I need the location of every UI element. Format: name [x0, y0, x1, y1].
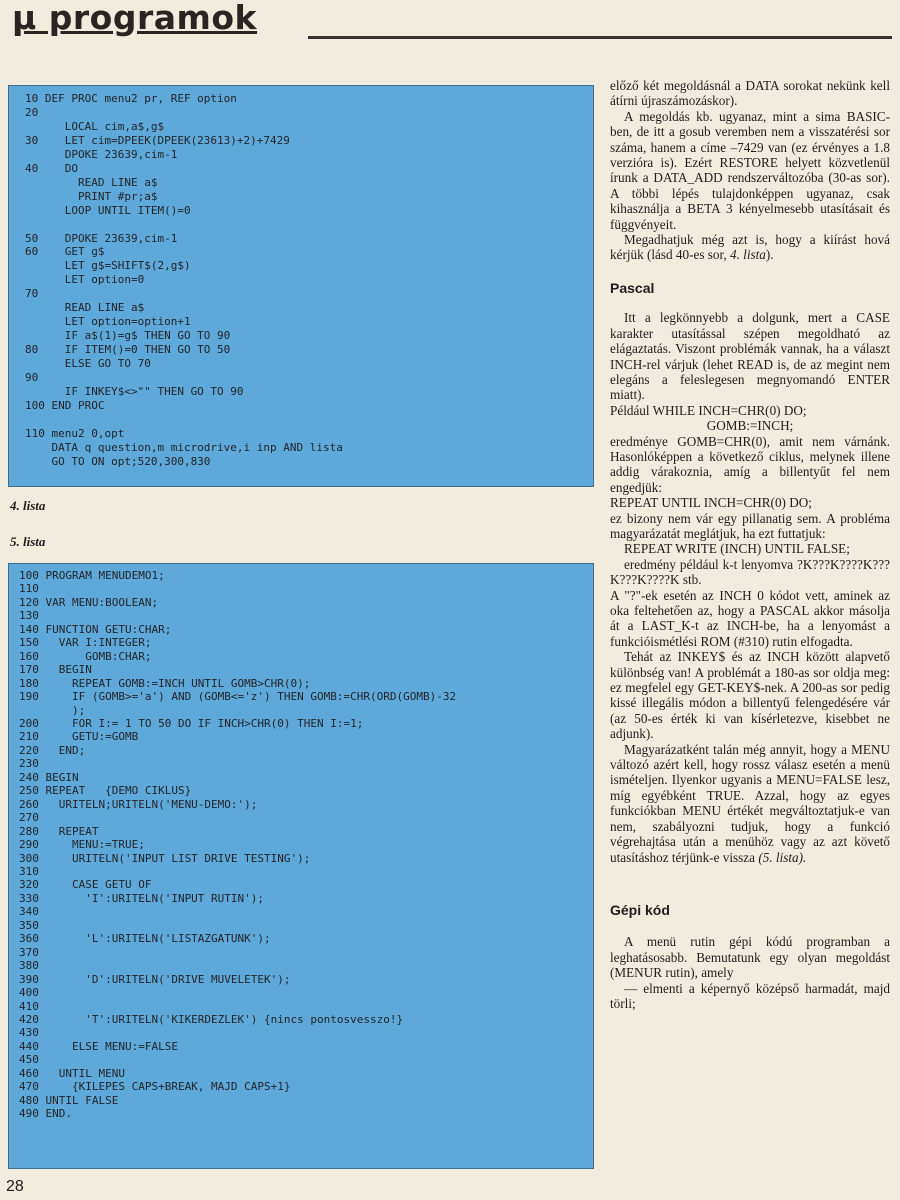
article-column: [610, 78, 890, 1011]
paragraph: ez bizony nem vár egy pillanatig sem. A probléma magyarázatát meglátjuk, ha ezt futtatjuk:: [610, 510, 890, 541]
masthead: [8, 0, 892, 44]
paragraph: Tehát az INKEY$ és az INCH között alapvető különbség van! A problémát a 180-as sor oldja meg: ez megfelel egy GET-KEY$-nek. A 200-as sor pedig kissé illegális módon a billentyű felengedésére vár (az 50-es érték ki van kísérletezve, kisebbet ne adjunk).: [610, 649, 890, 742]
paragraph: előző két megoldásnál a DATA sorokat nekünk kell átírni újraszámozáskor).: [610, 78, 890, 109]
code-line: GOMB:=INCH;: [706, 418, 794, 434]
paragraph: A "?"-ek esetén az INCH 0 kódot vett, aminek az oka feltehetően az, hogy a PASCAL akkor másolja át a LAST_K-t az INCH-be, ha a lenyomást a funkcióismétlési ROM (#310) rutin elfogadta.: [610, 587, 890, 649]
listing-4-code: 10 DEF PROC menu2 pr, REF option 20 LOCAL cim,a$,g$ 30 LET cim=DPEEK(DPEEK(23613)+2)+7429 DPOKE 23639,cim-1 40 DO READ LINE a$ PRINT #pr;a$ LOOP UNTIL ITEM()=0 50 DPOKE 23639,cim-1 60 GET g$ LET g$=SHIFT$(2,g$) LET option=0 70 READ LINE a$ LET option=option+1 IF a$(1)=g$ THEN GO TO 90 80 IF ITEM()=0 THEN GO TO 50 ELSE GO TO 70 90 IF INKEY$<>"" THEN GO TO 90 100 END PROC 110 menu2 0,opt DATA q question,m microdrive,i inp AND lista GO TO ON opt;520,300,830: [25, 92, 343, 468]
listing-5-box: [8, 563, 594, 1169]
listing-reference: 4. lista: [729, 247, 766, 263]
paragraph: A menü rutin gépi kódú programban a leghatásosabb. Bemutatunk egy olyan megoldást (MENUR rutin), amely: [610, 934, 890, 981]
listing-4-box: [8, 85, 594, 487]
paragraph-text: Megadhatjuk még azt is, hogy a kiírást hová kérjük (lásd 40-es sor,: [610, 232, 890, 263]
heading-pascal: Pascal: [610, 279, 655, 296]
listing-4-caption: 4. lista: [10, 498, 46, 513]
paragraph: Itt a legkönnyebb a dolgunk, mert a CASE karakter utasítással szépen megoldható az elágaztatás. Viszont problémák vannak, ha a választ INCH-rel várjuk (lehet READ is, de az megint nem elegáns a feleslegesen megnyomandó ENTER miatt).: [610, 310, 890, 403]
code-line: REPEAT WRITE (INCH) UNTIL FALSE;: [624, 541, 850, 557]
paragraph-text: ).: [765, 247, 774, 263]
paragraph: eredmény például k-t lenyomva ?K???K????K???K???K????K stb.: [610, 556, 890, 588]
paragraph: — elmenti a képernyő középső harmadát, majd törli;: [610, 980, 890, 1011]
masthead-title: µ programok: [12, 0, 258, 37]
paragraph: [610, 232, 890, 263]
listing-5-caption: 5. lista: [10, 534, 46, 549]
masthead-rule: [308, 36, 892, 39]
paragraph-text: Magyarázatként talán még annyit, hogy a MENU változó azért kell, hogy rossz válasz esetén a menü ismételjen. Ilyenkor ugyanis a MENU=FALSE lesz, míg egyébként TRUE. Azzal, hogy az egyes funkciókban MENU értékét megváltoztatjuk-e van nem, szabályozni tudjuk, hogy a funkció végrehajtása után a menühöz vagy az azt követő utasításhoz térjünk-e vissza: [610, 741, 890, 865]
paragraph: REPEAT UNTIL INCH=CHR(0) DO;: [610, 495, 812, 511]
paragraph: A megoldás kb. ugyanaz, mint a sima BASIC-ben, de itt a gosub veremben nem a visszatérési sor száma, hanem a címe –7429 van (ez érvényes a 1.8 verzióra is). Ezért RESTORE helyett közvetlenül írunk a DATA_ADD rendszerváltozóba (30-as sor). A többi lépés tulajdonképpen ugyanaz, csak kihasználja a BETA 3 kényelmesebb utasításait és függvényeit.: [610, 108, 890, 232]
paragraph: Például WHILE INCH=CHR(0) DO;: [610, 402, 807, 418]
heading-machine-code: Gépi kód: [610, 901, 670, 918]
listing-reference: (5. lista).: [758, 849, 807, 865]
listing-5-code: 100 PROGRAM MENUDEMO1; 110 120 VAR MENU:BOOLEAN; 130 140 FUNCTION GETU:CHAR; 150 VAR I:INTEGER; 160 GOMB:CHAR; 170 BEGIN 180 REPEAT GOMB:=INCH UNTIL GOMB>CHR(0); 190 IF (GOMB>='a') AND (GOMB<='z') THEN GOMB:=CHR(ORD(GOMB)-32 ); 200 FOR I:= 1 TO 50 DO IF INCH>CHR(0) THEN I:=1; 210 GETU:=GOMB 220 END; 230 240 BEGIN 250 REPEAT {DEMO CIKLUS} 260 URITELN;URITELN('MENU-DEMO:'); 270 280 REPEAT 290 MENU:=TRUE; 300 URITELN('INPUT LIST DRIVE TESTING'); 310 320 CASE GETU OF 330 'I':URITELN('INPUT RUTIN'); 340 350 360 'L':URITELN('LISTAZGATUNK'); 370 380 390 'D':URITELN('DRIVE MUVELETEK'); 400 410 420 'T':URITELN('KIKERDEZLEK') {nincs pontosvesszo!} 430 440 ELSE MENU:=FALSE 450 460 UNTIL MENU 470 {KILEPES CAPS+BREAK, MAJD CAPS+1} 480 UNTIL FALSE 490 END.: [19, 569, 457, 1121]
page-number: 28: [6, 1178, 24, 1195]
paragraph: eredménye GOMB=CHR(0), amit nem várnánk. Hasonlóképpen a következő ciklus, melynek illene addig várakoznia, amíg a billentyűt fel nem engedjük:: [610, 433, 890, 495]
paragraph: [610, 742, 890, 865]
